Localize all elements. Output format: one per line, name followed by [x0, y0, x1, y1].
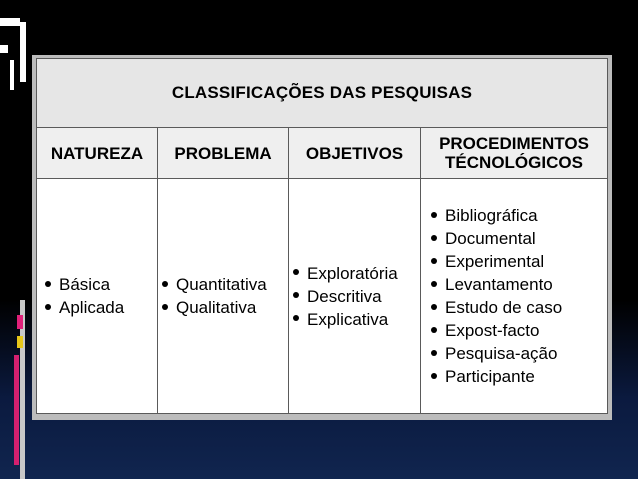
header-problema: PROBLEMA [174, 143, 272, 163]
item-text: Quantitativa [176, 275, 267, 294]
list-item [162, 296, 288, 319]
bullet-icon [431, 258, 437, 264]
item-text: Básica [59, 275, 111, 294]
list-item [431, 273, 607, 296]
header-cell-objetivos [289, 128, 421, 178]
item-text: Documental [445, 229, 536, 248]
item-text: Aplicada [59, 298, 125, 317]
list-item [431, 204, 607, 227]
bullet-icon [293, 292, 299, 298]
bullet-icon [431, 304, 437, 310]
header-natureza: NATUREZA [50, 143, 144, 163]
item-text: Bibliográfica [445, 206, 538, 225]
item-text: Levantamento [445, 275, 553, 294]
item-text: Experimental [445, 252, 545, 271]
bullet-icon [431, 212, 437, 218]
cell-natureza [37, 179, 158, 413]
bullet-icon [431, 281, 437, 287]
bullet-icon [162, 281, 168, 287]
list-item [431, 365, 607, 388]
list-procedimentos [421, 179, 607, 413]
header-objetivos: OBJETIVOS [305, 143, 404, 163]
bullet-icon [162, 304, 168, 310]
list-problema [158, 179, 288, 413]
list-item [431, 227, 607, 250]
bullet-icon [431, 327, 437, 333]
item-text: Participante [445, 367, 535, 386]
list-item [431, 319, 607, 342]
decorative-bar [17, 315, 23, 329]
decorative-bar [20, 22, 26, 82]
cell-procedimentos [421, 179, 607, 413]
decorative-bar [0, 45, 8, 53]
bullet-icon [293, 315, 299, 321]
header-cell-natureza [37, 128, 158, 178]
item-text: Pesquisa-ação [445, 344, 558, 363]
decorative-bar [10, 60, 14, 90]
cell-problema [158, 179, 289, 413]
list-item [431, 296, 607, 319]
list-item [293, 262, 420, 285]
list-objetivos [289, 179, 420, 413]
decorative-bar [14, 355, 19, 465]
item-text: Explicativa [307, 309, 389, 329]
table-header-row [37, 128, 607, 179]
classification-table-frame [32, 55, 612, 420]
header-cell-problema [158, 128, 289, 178]
list-item [431, 250, 607, 273]
list-item [45, 296, 157, 319]
classification-table [36, 58, 608, 414]
bullet-icon [431, 373, 437, 379]
list-item [45, 273, 157, 296]
header-procedimentos [421, 128, 607, 178]
header-procedimentos-line1: PROCEDIMENTOS [439, 134, 589, 153]
header-procedimentos-line2: TÉCNOLÓGICOS [445, 153, 583, 172]
bullet-icon [293, 269, 299, 275]
list-item [431, 342, 607, 365]
list-item [162, 273, 288, 296]
item-text: Estudo de caso [445, 298, 563, 317]
item-text: Qualitativa [176, 298, 257, 317]
list-item [293, 285, 420, 308]
bullet-icon [45, 304, 51, 310]
header-cell-procedimentos [421, 128, 607, 178]
bullet-icon [431, 350, 437, 356]
list-natureza [37, 179, 157, 413]
bullet-icon [431, 235, 437, 241]
item-text: Exploratória [307, 263, 398, 283]
decorative-bar [0, 18, 20, 26]
list-item [293, 308, 420, 331]
decorative-bar [17, 336, 23, 348]
item-text: Expost-facto [445, 321, 540, 340]
item-text: Descritiva [307, 286, 382, 306]
cell-objetivos [289, 179, 421, 413]
table-title-row [37, 59, 607, 128]
bullet-icon [45, 281, 51, 287]
table-body-row [37, 179, 607, 413]
table-title: CLASSIFICAÇÕES DAS PESQUISAS [171, 83, 473, 102]
